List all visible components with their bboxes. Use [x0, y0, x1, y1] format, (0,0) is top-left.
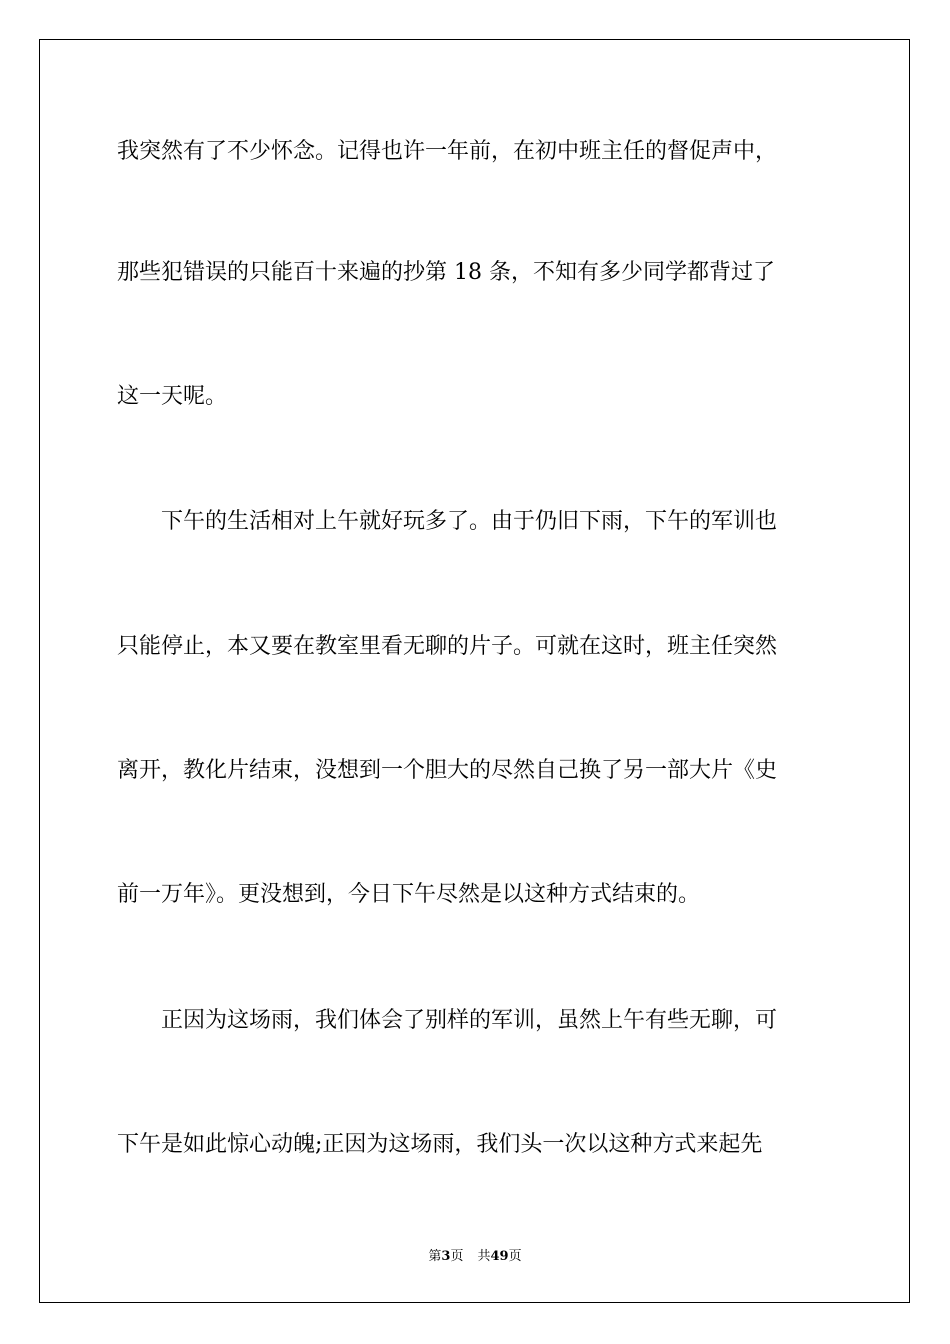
page-border [39, 39, 910, 1303]
paragraph-start-line: 正因为这场雨，我们体会了别样的军训，虽然上午有些无聊，可 [161, 1008, 778, 1033]
page-number: 3 [441, 1249, 451, 1264]
text-line: 前一万年》。更没想到，今日下午尽然是以这种方式结束的。 [117, 882, 701, 907]
page-prefix: 第 [428, 1249, 442, 1264]
page-suffix: 页 [450, 1249, 464, 1264]
page-indicator [428, 1249, 463, 1264]
text-line: 离开，教化片结束，没想到一个胆大的尽然自己换了另一部大片《史 [117, 758, 778, 783]
text-line: 我突然有了不少怀念。记得也许一年前，在初中班主任的督促声中， [117, 139, 778, 164]
text-line: 只能停止，本又要在教室里看无聊的片子。可就在这时，班主任突然 [117, 634, 778, 659]
text-line: 下午是如此惊心动魄;正因为这场雨，我们头一次以这种方式来起先 [117, 1132, 763, 1157]
text-line: 这一天呢。 [117, 384, 228, 409]
total-pages-indicator [477, 1249, 521, 1264]
total-pages: 49 [490, 1249, 509, 1264]
total-prefix: 共 [477, 1249, 491, 1264]
text-line: 那些犯错误的只能百十来遍的抄第 18 条，不知有多少同学都背过了 [117, 260, 775, 285]
paragraph-start-line: 下午的生活相对上午就好玩多了。由于仍旧下雨，下午的军训也 [161, 509, 778, 534]
page-footer [0, 1248, 950, 1266]
total-suffix: 页 [508, 1249, 522, 1264]
